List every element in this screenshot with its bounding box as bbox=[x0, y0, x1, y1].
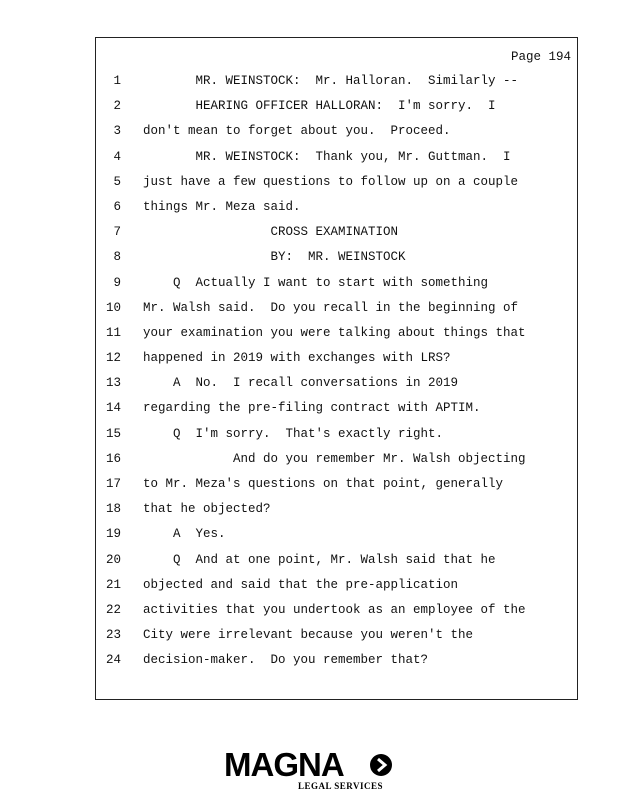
line-number: 24 bbox=[105, 653, 121, 668]
page-number: Page 194 bbox=[510, 50, 571, 64]
line-text: happened in 2019 with exchanges with LRS? bbox=[143, 351, 451, 366]
line-number: 5 bbox=[113, 174, 121, 189]
transcript-line bbox=[96, 451, 577, 476]
line-text: regarding the pre-filing contract with APTIM. bbox=[143, 401, 481, 416]
transcript-line bbox=[96, 73, 577, 98]
arrow-circle-icon bbox=[370, 754, 392, 776]
line-number: 13 bbox=[105, 376, 121, 391]
line-text: decision-maker. Do you remember that? bbox=[143, 653, 429, 668]
line-number: 12 bbox=[105, 351, 121, 366]
line-text: Q Actually I want to start with something bbox=[143, 275, 489, 290]
line-text: And do you remember Mr. Walsh objecting bbox=[143, 451, 526, 466]
line-text: Q I'm sorry. That's exactly right. bbox=[143, 426, 444, 441]
transcript-line bbox=[96, 501, 577, 526]
line-number: 2 bbox=[113, 99, 121, 114]
transcript-line bbox=[96, 325, 577, 350]
transcript-line bbox=[96, 199, 577, 224]
line-text: CROSS EXAMINATION bbox=[143, 225, 399, 240]
line-number: 7 bbox=[113, 225, 121, 240]
line-number: 23 bbox=[105, 628, 121, 643]
transcript-line bbox=[96, 123, 577, 148]
line-number: 19 bbox=[105, 527, 121, 542]
transcript-line bbox=[96, 275, 577, 300]
line-number: 8 bbox=[113, 250, 121, 265]
transcript-line bbox=[96, 98, 577, 123]
line-number: 17 bbox=[105, 477, 121, 491]
line-number: 9 bbox=[113, 275, 121, 290]
line-text: things Mr. Meza said. bbox=[143, 199, 301, 214]
transcript-line bbox=[96, 300, 577, 325]
line-number: 11 bbox=[105, 325, 121, 340]
line-text: A No. I recall conversations in 2019 bbox=[143, 376, 459, 391]
line-text: that he objected? bbox=[143, 502, 271, 517]
line-text: don't mean to forget about you. Proceed. bbox=[143, 124, 451, 139]
logo-wordmark: MAGNA bbox=[224, 746, 344, 783]
line-text: City were irrelevant because you weren't the bbox=[143, 628, 474, 643]
transcript-line bbox=[96, 400, 577, 425]
line-text: BY: MR. WEINSTOCK bbox=[143, 250, 406, 265]
line-number: 21 bbox=[105, 577, 121, 592]
transcript-line bbox=[96, 526, 577, 551]
transcript-line bbox=[96, 552, 577, 577]
line-text: to Mr. Meza's questions on that point, generally bbox=[143, 477, 504, 491]
logo-subtitle: LEGAL SERVICES bbox=[298, 781, 383, 791]
line-text: MR. WEINSTOCK: Thank you, Mr. Guttman. I bbox=[143, 149, 511, 164]
line-number: 10 bbox=[105, 300, 121, 315]
transcript-line bbox=[96, 350, 577, 375]
transcript-lines bbox=[96, 73, 577, 678]
transcript-line bbox=[96, 577, 577, 602]
transcript-line bbox=[96, 652, 577, 677]
line-number: 4 bbox=[113, 149, 121, 164]
line-text: MR. WEINSTOCK: Mr. Halloran. Similarly -- bbox=[143, 74, 519, 88]
line-text: your examination you were talking about things that bbox=[143, 325, 526, 340]
transcript-line bbox=[96, 174, 577, 199]
line-text: A Yes. bbox=[143, 527, 226, 542]
transcript-line bbox=[96, 426, 577, 451]
line-number: 1 bbox=[113, 74, 121, 88]
line-number: 22 bbox=[105, 602, 121, 617]
line-number: 16 bbox=[105, 451, 121, 466]
line-number: 15 bbox=[105, 426, 121, 441]
line-number: 3 bbox=[113, 124, 121, 139]
line-number: 18 bbox=[105, 502, 121, 517]
line-text: activities that you undertook as an employee of the bbox=[143, 602, 526, 617]
transcript-line bbox=[96, 476, 577, 501]
line-number: 14 bbox=[105, 401, 121, 416]
line-text: Q And at one point, Mr. Walsh said that he bbox=[143, 552, 496, 567]
line-text: Mr. Walsh said. Do you recall in the beginning of bbox=[143, 300, 519, 315]
line-text: just have a few questions to follow up on a couple bbox=[143, 174, 519, 189]
transcript-line bbox=[96, 375, 577, 400]
transcript-line bbox=[96, 249, 577, 274]
transcript-line bbox=[96, 627, 577, 652]
magna-logo bbox=[224, 748, 404, 793]
transcript-page bbox=[95, 37, 578, 700]
transcript-line bbox=[96, 224, 577, 249]
line-number: 20 bbox=[105, 552, 121, 567]
transcript-line bbox=[96, 602, 577, 627]
line-number: 6 bbox=[113, 199, 121, 214]
line-text: HEARING OFFICER HALLORAN: I'm sorry. I bbox=[143, 99, 496, 114]
line-text: objected and said that the pre-application bbox=[143, 577, 459, 592]
transcript-line bbox=[96, 149, 577, 174]
